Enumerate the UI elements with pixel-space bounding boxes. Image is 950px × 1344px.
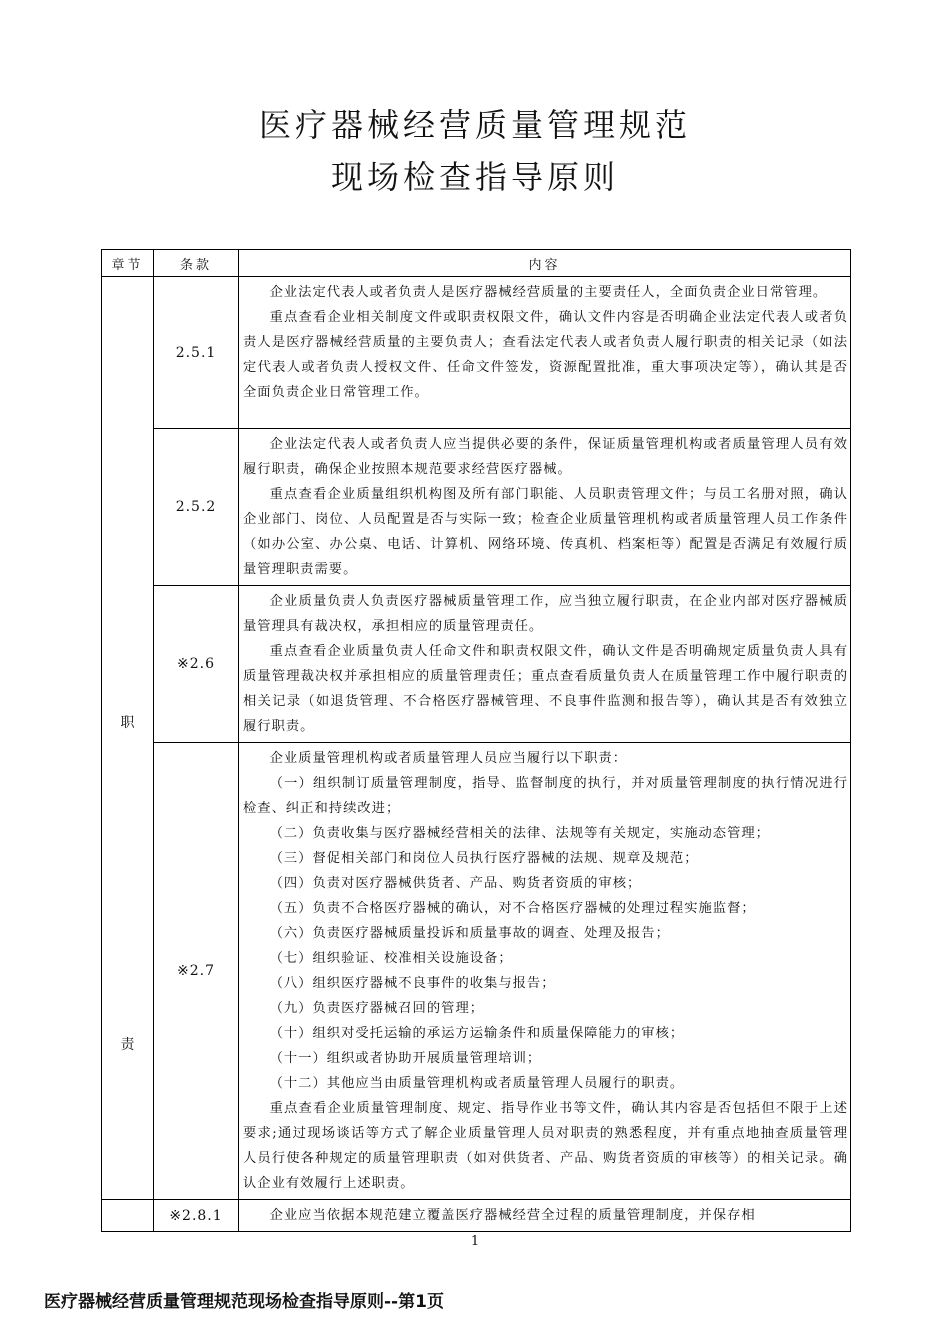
table-row [102,586,851,743]
content-paragraph: （二）负责收集与医疗器械经营相关的法律、法规等有关规定，实施动态管理； [269,826,770,841]
clause-cell: 2.5.1 [154,277,239,429]
content-paragraph: 企业法定代表人或者负责人是医疗器械经营质量的主要责任人，全面负责企业日常管理。 [269,285,828,300]
chapter-char: 职 [120,715,135,731]
table-row [102,429,851,586]
content-paragraph: （三）督促相关部门和岗位人员执行医疗器械的法规、规章及规范； [269,851,699,866]
content-paragraph: 重点查看企业质量组织机构图及所有部门职能、人员职责管理文件；与员工名册对照，确认企业部门、岗位、人员配置是否与实际一致；检查企业质量管理机构或者质量管理人员工作条件（如办公室、办公桌、电话、计算机、网络环境、传真机、档案柜等）配置是否满足有效履行质量管理职责需要。 [243,487,848,577]
table-row [102,1200,851,1232]
header-chapter: 章节 [102,250,154,277]
table-header-row [102,250,851,277]
page-footer: 医疗器械经营质量管理规范现场检查指导原则--第1页 [44,1292,444,1312]
table-row [102,743,851,1200]
content-paragraph: 重点查看企业质量管理制度、规定、指导作业书等文件，确认其内容是否包括但不限于上述要求;通过现场谈话等方式了解企业质量管理人员对职责的熟悉程度，并有重点地抽查质量管理人员行使各种规定的质量管理职责（如对供货者、产品、购货者资质的审核等）的相关记录。确认企业有效履行上述职责。 [243,1101,848,1191]
inspection-table [101,249,851,1232]
content-paragraph: （五）负责不合格医疗器械的确认，对不合格医疗器械的处理过程实施监督； [269,901,756,916]
content-cell [239,277,851,429]
header-clause: 条款 [154,250,239,277]
content-paragraph: 企业法定代表人或者负责人应当提供必要的条件，保证质量管理机构或者质量管理人员有效履行职责，确保企业按照本规范要求经营医疗器械。 [243,437,848,477]
content-paragraph: （一）组织制订质量管理制度，指导、监督制度的执行，并对质量管理制度的执行情况进行检查、纠正和持续改进； [243,776,848,816]
chapter-cell [102,277,154,1200]
content-cell [239,743,851,1200]
header-content: 内容 [239,250,851,277]
clause-cell: 2.5.2 [154,429,239,586]
clause-cell: ※2.7 [154,743,239,1200]
content-paragraph: 企业应当依据本规范建立覆盖医疗器械经营全过程的质量管理制度，并保存相 [269,1208,756,1223]
content-paragraph: （八）组织医疗器械不良事件的收集与报告； [269,976,556,991]
clause-cell: ※2.6 [154,586,239,743]
content-paragraph: （四）负责对医疗器械供货者、产品、购货者资质的审核； [269,876,642,891]
document-title-line-2: 现场检查指导原则 [330,158,619,196]
content-cell [239,586,851,743]
content-cell [239,1200,851,1232]
content-paragraph: （九）负责医疗器械召回的管理； [269,1001,485,1016]
content-paragraph: （十二）其他应当由质量管理机构或者质量管理人员履行的职责。 [269,1076,685,1091]
clause-cell: ※2.8.1 [154,1200,239,1232]
table-row [102,277,851,429]
content-paragraph: 重点查看企业质量负责人任命文件和职责权限文件，确认文件是否明确规定质量负责人具有质量管理裁决权并承担相应的质量管理责任；重点查看质量负责人在质量管理工作中履行职责的相关记录（如退货管理、不合格医疗器械管理、不良事件监测和报告等），确认其是否有效独立履行职责。 [243,644,848,734]
content-cell [239,429,851,586]
chapter-char: 责 [120,1037,135,1053]
page-number: 1 [470,1234,480,1249]
content-paragraph: 企业质量负责人负责医疗器械质量管理工作，应当独立履行职责，在企业内部对医疗器械质量管理具有裁决权，承担相应的质量管理责任。 [243,594,848,634]
content-paragraph: 企业质量管理机构或者质量管理人员应当履行以下职责： [269,751,628,766]
chapter-cell [102,1200,154,1232]
content-paragraph: （十一）组织或者协助开展质量管理培训； [269,1051,542,1066]
document-title-line-1: 医疗器械经营质量管理规范 [258,106,691,144]
content-paragraph: 重点查看企业相关制度文件或职责权限文件，确认文件内容是否明确企业法定代表人或者负责人是医疗器械经营质量的主要负责人；查看法定代表人或者负责人履行职责的相关记录（如法定代表人或者负责人授权文件、任命文件签发，资源配置批准，重大事项决定等），确认其是否全面负责企业日常管理工作。 [243,310,848,400]
content-paragraph: （六）负责医疗器械质量投诉和质量事故的调查、处理及报告； [269,926,670,941]
content-paragraph: （十）组织对受托运输的承运方运输条件和质量保障能力的审核； [269,1026,685,1041]
content-paragraph: （七）组织验证、校准相关设施设备； [269,951,513,966]
